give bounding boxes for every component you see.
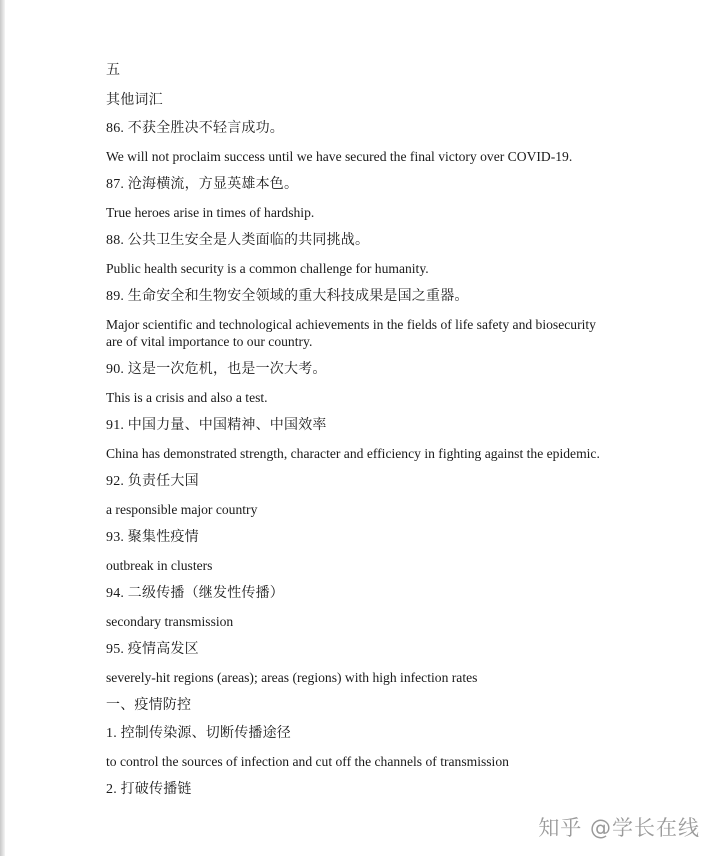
term-90-zh: 90. 这是一次危机，也是一次大考。	[106, 362, 327, 377]
subsection-title: 一、疫情防控	[106, 698, 192, 713]
term-92-en: a responsible major country	[106, 502, 258, 517]
term-91-zh: 91. 中国力量、中国精神、中国效率	[106, 418, 327, 433]
term-92-zh: 92. 负责任大国	[106, 474, 199, 489]
term-94-en: secondary transmission	[106, 614, 234, 629]
document-body	[106, 62, 666, 798]
term-90-en: This is a crisis and also a test.	[106, 390, 268, 405]
term-95-en: severely-hit regions (areas); areas (regions) with high infection rates	[106, 670, 478, 685]
term-87-en: True heroes arise in times of hardship.	[106, 205, 315, 220]
page-left-edge	[0, 0, 5, 856]
term-86-zh: 86. 不获全胜决不轻言成功。	[106, 121, 284, 136]
term-86-en: We will not proclaim success until we have secured the final victory over COVID-19.	[106, 149, 573, 164]
term-89-zh: 89. 生命安全和生物安全领域的重大科技成果是国之重器。	[106, 289, 469, 304]
term-94-zh: 94. 二级传播（继发性传播）	[106, 586, 284, 601]
term-88-zh: 88. 公共卫生安全是人类面临的共同挑战。	[106, 233, 370, 248]
term-1-zh: 1. 控制传染源、切断传播途径	[106, 726, 291, 741]
section-number: 五	[106, 63, 121, 78]
term-89-en: Major scientific and technological achievements in the fields of life safety and biosecurity are of vital importance to our country.	[106, 317, 596, 349]
term-93-en: outbreak in clusters	[106, 558, 213, 573]
term-95-zh: 95. 疫情高发区	[106, 642, 199, 657]
term-87-zh: 87. 沧海横流，方显英雄本色。	[106, 177, 299, 192]
term-1-en: to control the sources of infection and cut off the channels of transmission	[106, 754, 509, 769]
term-88-en: Public health security is a common challenge for humanity.	[106, 261, 429, 276]
term-2-zh: 2. 打破传播链	[106, 782, 192, 797]
zhihu-watermark: 知乎 @学长在线	[538, 816, 700, 840]
term-91-en: China has demonstrated strength, character and efficiency in fighting against the epidemic.	[106, 446, 600, 461]
section-title: 其他词汇	[106, 93, 163, 108]
term-93-zh: 93. 聚集性疫情	[106, 530, 199, 545]
